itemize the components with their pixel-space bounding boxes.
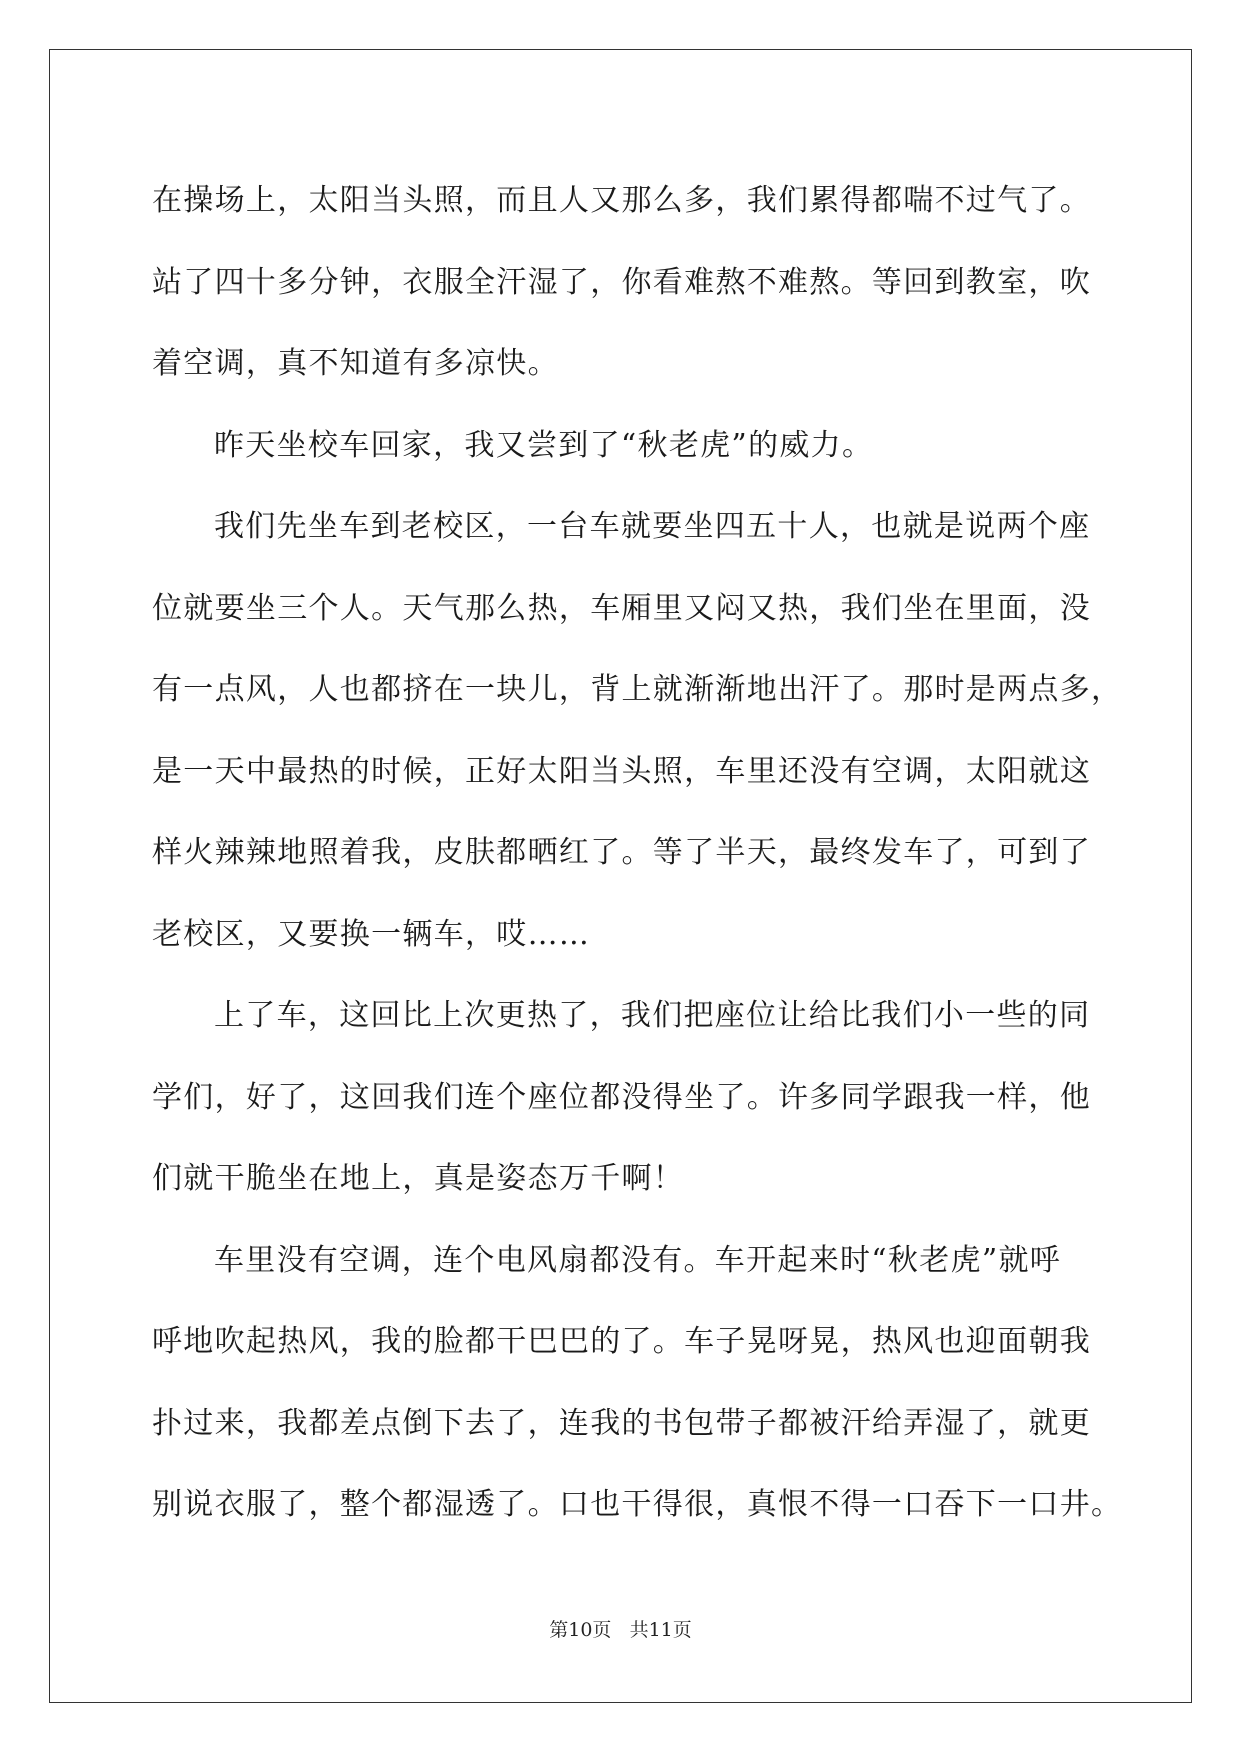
text-line: 站了四十多分钟，衣服全汗湿了，你看难熬不难熬。等回到教室，吹 [152, 264, 1091, 300]
text-line: 在操场上，太阳当头照，而且人又那么多，我们累得都喘不过气了。 [152, 183, 1091, 218]
text-line: 是一天中最热的时候，正好太阳当头照，车里还没有空调，太阳就这 [152, 753, 1091, 789]
paragraph-start-line: 车里没有空调，连个电风扇都没有。车开起来时“秋老虎”就呼 [214, 1242, 1062, 1278]
text-line: 学们，好了，这回我们连个座位都没得坐了。许多同学跟我一样，他 [152, 1079, 1091, 1115]
text-line: 有一点风，人也都挤在一块儿，背上就渐渐地出汗了。那时是两点多， [152, 672, 1123, 707]
page-footer [0, 1618, 1241, 1642]
current-page-number: 第10页 [549, 1619, 612, 1641]
text-line: 样火辣辣地照着我，皮肤都晒红了。等了半天，最终发车了，可到了 [152, 835, 1091, 870]
document-body [152, 160, 1123, 1546]
text-line: 别说衣服了，整个都湿透了。口也干得很，真恨不得一口吞下一口井。 [152, 1487, 1123, 1522]
text-line: 呼地吹起热风，我的脸都干巴巴的了。车子晃呀晃，热风也迎面朝我 [152, 1324, 1091, 1359]
paragraph-start-line: 昨天坐校车回家，我又尝到了“秋老虎”的威力。 [214, 427, 874, 463]
total-pages: 共11页 [629, 1619, 692, 1641]
paragraph-start-line: 我们先坐车到老校区，一台车就要坐四五十人，也就是说两个座 [214, 509, 1091, 544]
text-line: 位就要坐三个人。天气那么热，车厢里又闷又热，我们坐在里面，没 [152, 590, 1091, 626]
footer-spacer [611, 1619, 629, 1641]
text-line: 们就干脆坐在地上，真是姿态万千啊！ [152, 1161, 685, 1196]
paragraph-start-line: 上了车，这回比上次更热了，我们把座位让给比我们小一些的同 [214, 998, 1091, 1033]
text-line: 老校区，又要换一辆车，哎…… [152, 916, 591, 952]
text-line: 着空调，真不知道有多凉快。 [152, 346, 559, 381]
text-line: 扑过来，我都差点倒下去了，连我的书包带子都被汗给弄湿了，就更 [152, 1405, 1091, 1441]
